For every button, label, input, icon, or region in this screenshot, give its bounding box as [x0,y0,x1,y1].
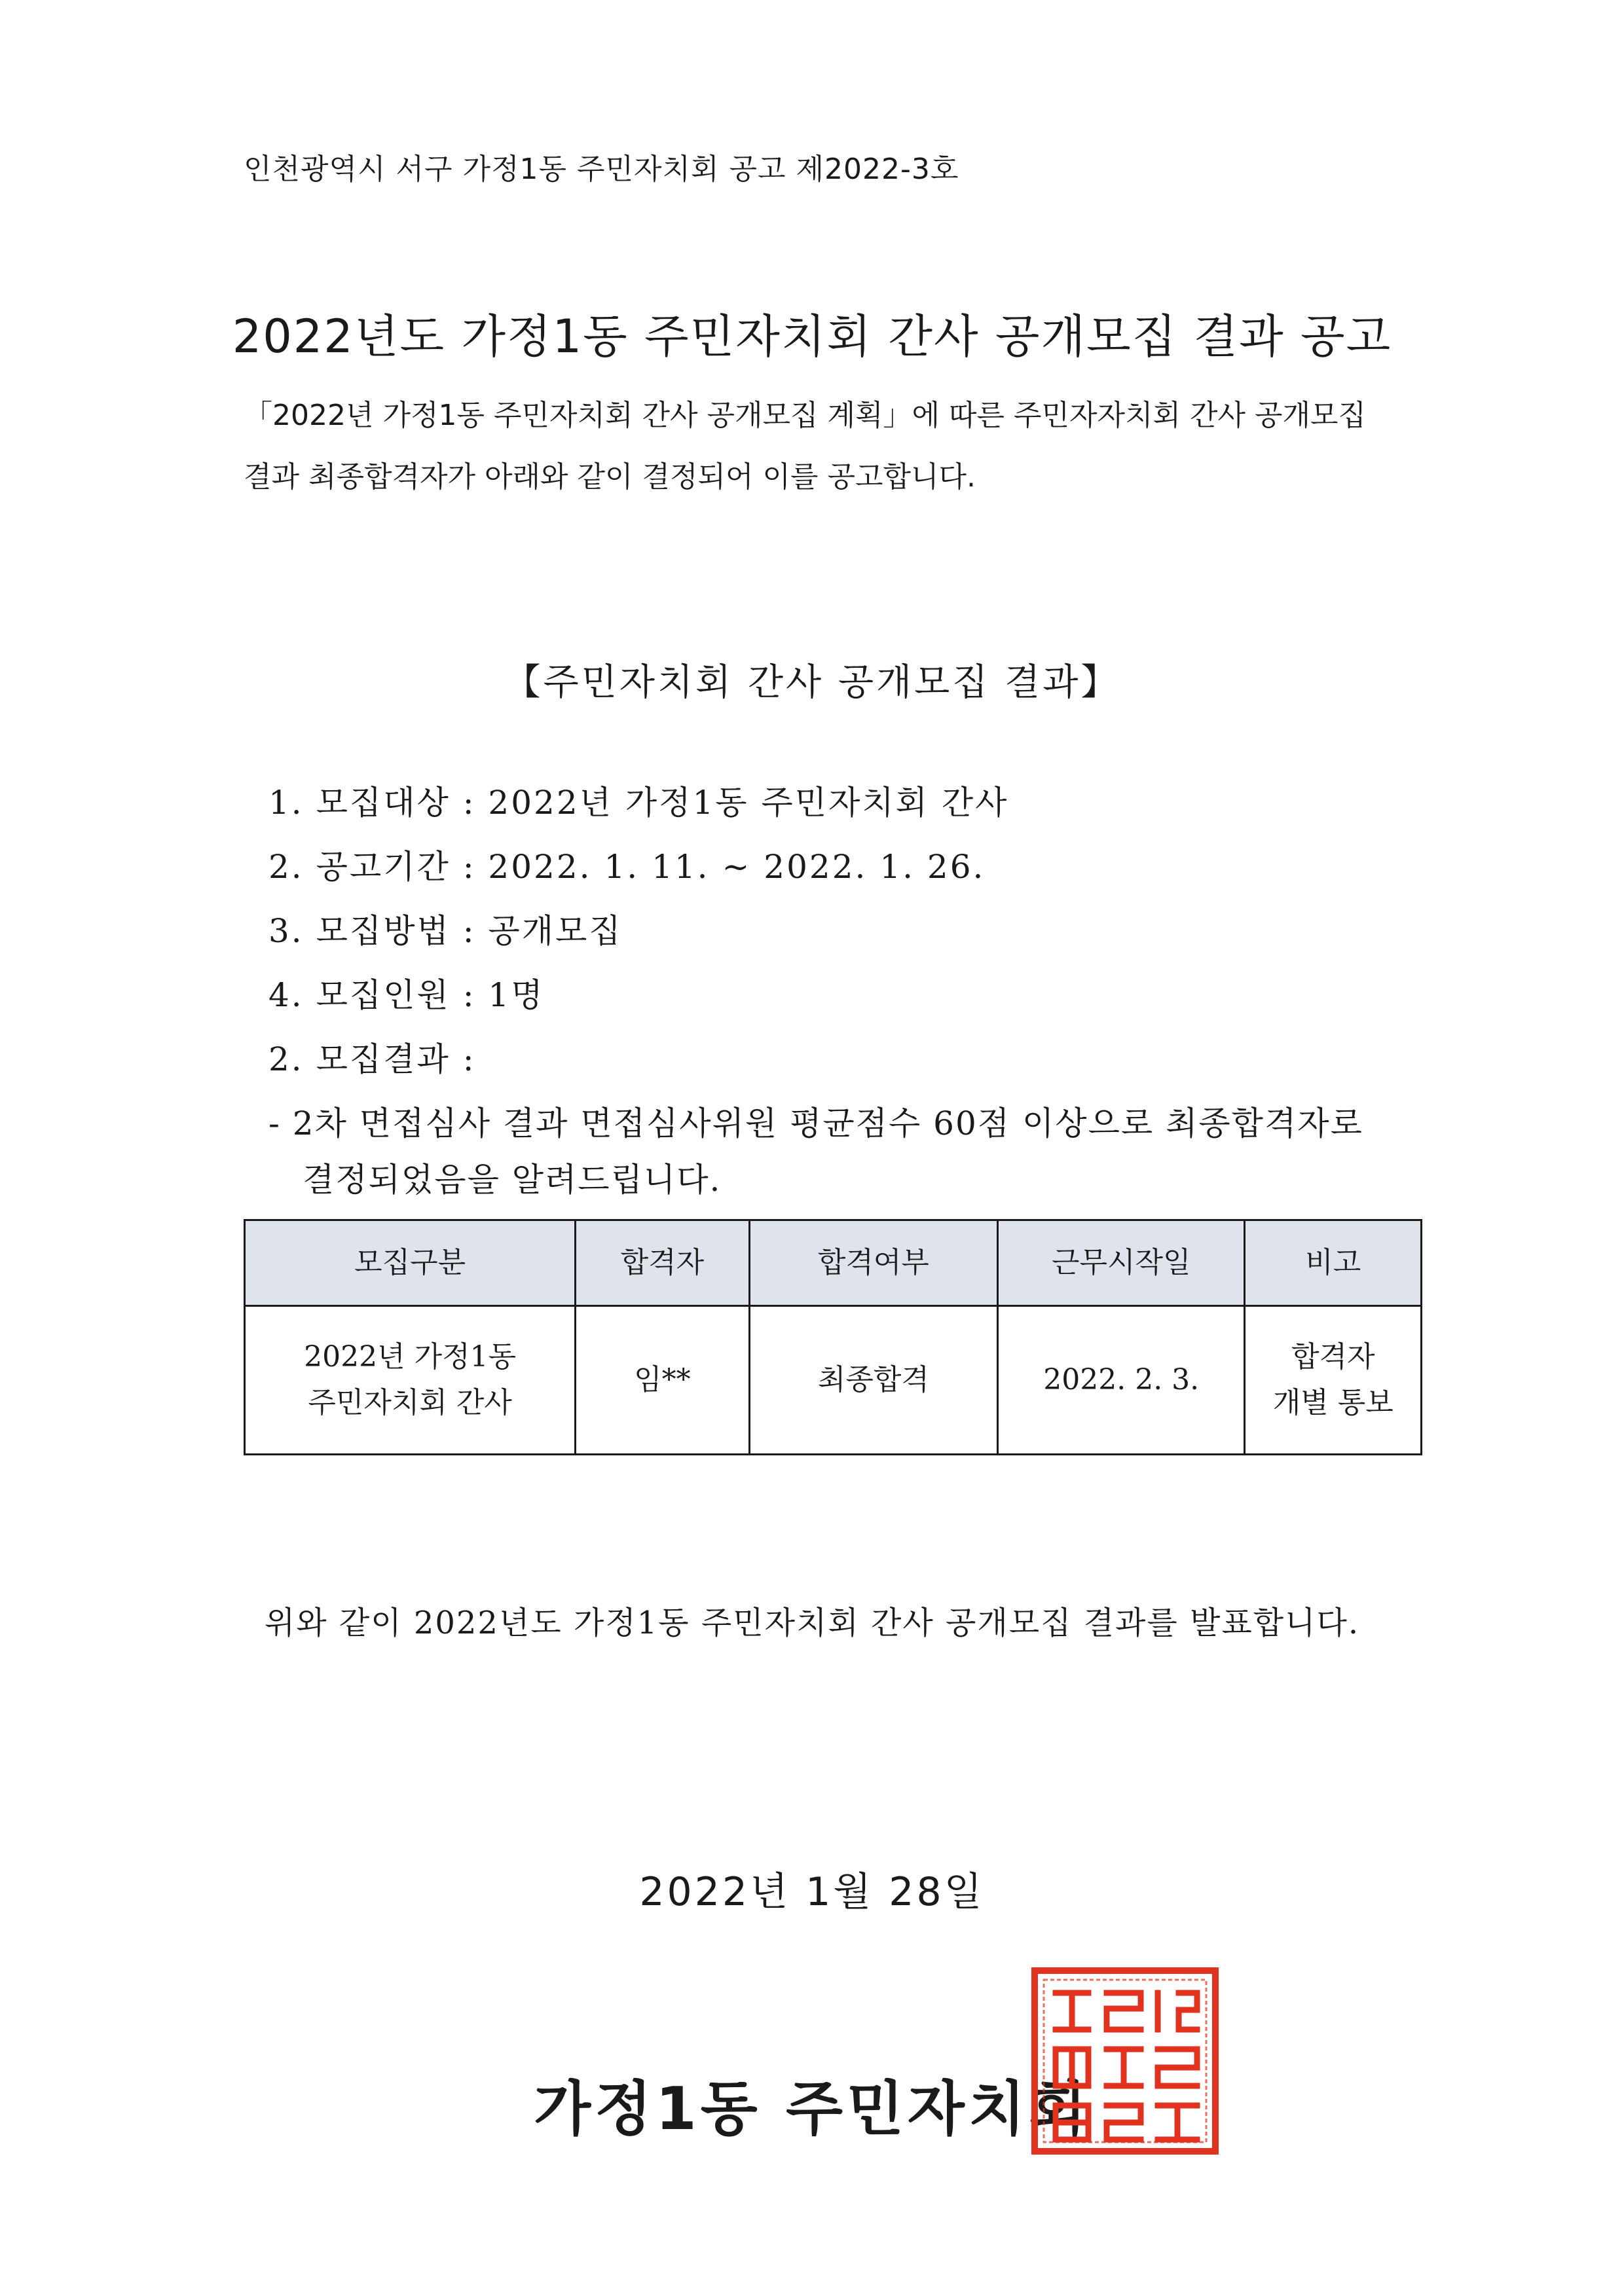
result-note-line-1: - 2차 면접심사 결과 면접심사위원 평균점수 60점 이상으로 최종합격자로 [268,1104,1363,1142]
list-item-recruit-result: 2. 모집결과 : [268,1040,476,1078]
header-start-date: 근무시작일 [997,1220,1244,1306]
cell-passer: 임** [576,1306,750,1455]
organization-name: 가정1동 주민자치회 [534,2075,1090,2143]
header-remarks: 비고 [1245,1220,1422,1306]
cell-remarks [1245,1306,1422,1455]
document-title: 2022년도 가정1동 주민자치회 간사 공개모집 결과 공고 [232,310,1392,363]
cell-remarks-line-2: 개별 통보 [1272,1386,1393,1419]
list-item-recruit-method: 3. 모집방법 : 공개모집 [268,912,623,950]
cell-category-line-1: 2022년 가정1동 [304,1339,517,1374]
cell-category-line-2: 주민자치회 간사 [308,1386,512,1419]
section-title: 【주민자치회 간사 공개모집 결과】 [504,661,1120,704]
intro-line-2: 결과 최종합격자가 아래와 같이 결정되어 이를 공고합니다. [244,460,976,494]
official-seal-icon [1029,1965,1221,2157]
header-passer: 합격자 [576,1220,750,1306]
list-item-recruit-count: 4. 모집인원 : 1명 [268,976,545,1014]
result-note-line-2: 결정되었음을 알려드립니다. [303,1161,722,1199]
list-item-recruit-target: 1. 모집대상 : 2022년 가정1동 주민자치회 간사 [268,784,1009,822]
table-row [245,1306,1422,1455]
cell-category [245,1306,576,1455]
notice-number: 인천광역시 서구 가정1동 주민자치회 공고 제2022-3호 [244,153,959,186]
cell-pass-status: 최종합격 [749,1306,997,1455]
intro-line-1: 「2022년 가정1동 주민자치회 간사 공개모집 계획」에 따른 주민자자치회 간사 공개모집 [244,399,1366,432]
cell-start-date: 2022. 2. 3. [997,1306,1244,1455]
cell-remarks-line-1: 합격자 [1291,1339,1375,1374]
list-item-notice-period: 2. 공고기간 : 2022. 1. 11. ~ 2022. 1. 26. [268,848,986,886]
closing-statement: 위와 같이 2022년도 가정1동 주민자치회 간사 공개모집 결과를 발표합니다. [264,1605,1360,1641]
table-header-row [245,1220,1422,1306]
issue-date: 2022년 1월 28일 [639,1869,985,1915]
header-pass-status: 합격여부 [749,1220,997,1306]
header-category: 모집구분 [245,1220,576,1306]
result-table [244,1219,1422,1455]
